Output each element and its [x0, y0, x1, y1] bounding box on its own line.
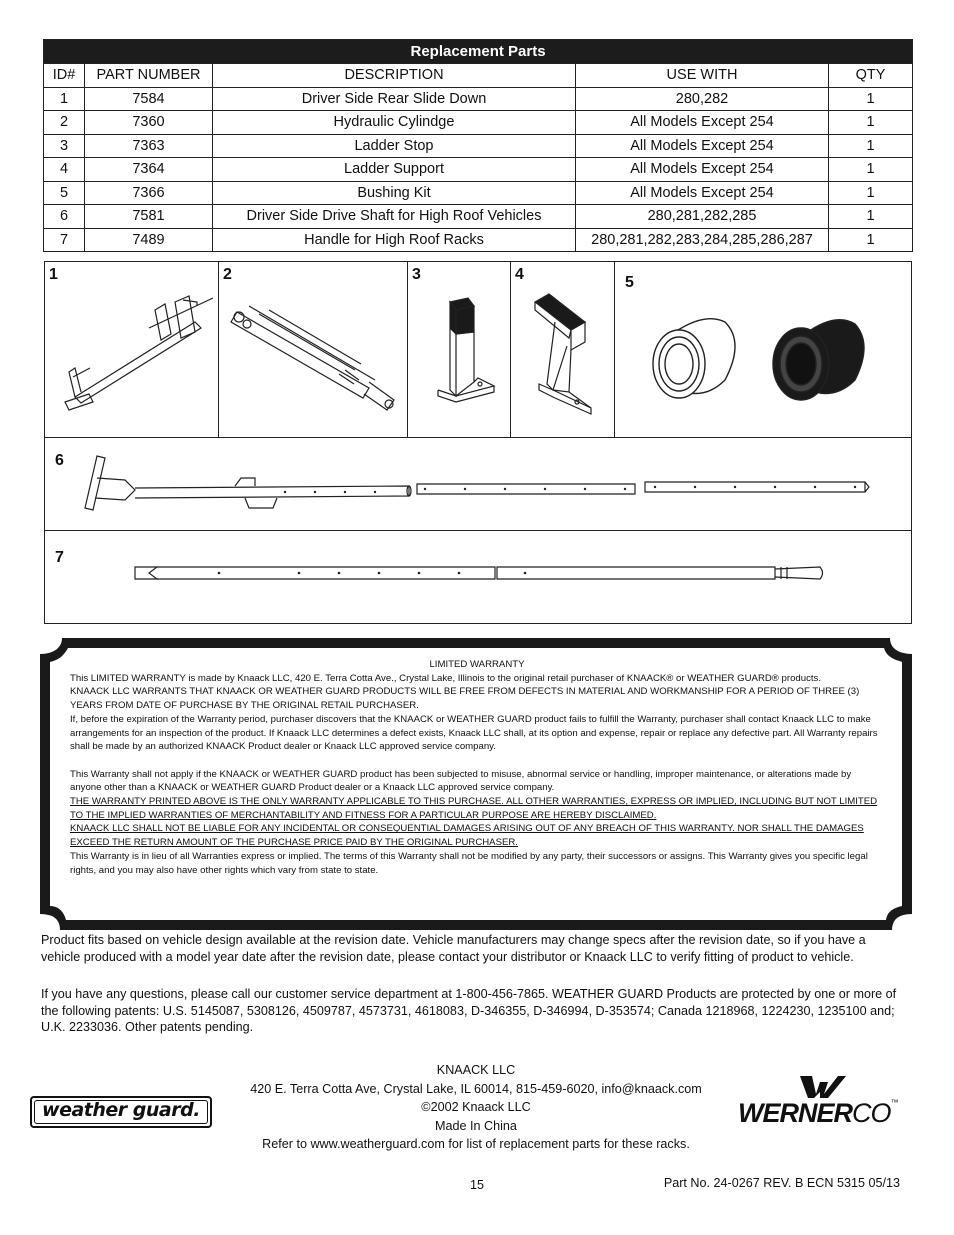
col-header-id: ID#: [44, 64, 85, 88]
cell-qty: 1: [829, 134, 913, 158]
table-row: [44, 158, 913, 182]
warranty-liability: KNAACK LLC SHALL NOT BE LIABLE FOR ANY INCIDENTAL OR CONSEQUENTIAL DAMAGES ARISING OUT OF ANY BREACH OF THIS WARRANTY. NOR SHALL THE DAMAGES EXCEED THE RETURN AMOUNT OF THE PURCHASE PRICE PAID BY THE ORIGINAL PURCHASER.: [70, 823, 864, 849]
panel-label-2: 2: [223, 266, 232, 283]
company-name: KNAACK LLC: [436, 1063, 516, 1077]
warranty-paragraph: This Warranty is in lieu of all Warranties express or implied. The terms of this Warranty shall not be modified by any party, their successors or assigns. This Warranty gives you specific legal rights, and you may also have other rights which vary from state to state.: [70, 850, 868, 876]
warranty-paragraph: This Warranty shall not apply if the KNAACK or WEATHER GUARD product has been subjected to misuse, abnormal service or handling, improper maintenance, or alterations made by anyone other than a KNAACK or WEATHER GUARD Product dealer or a Knaack LLC approved service company.: [70, 768, 852, 794]
cell-qty: 1: [829, 228, 913, 252]
cell-description: Ladder Support: [213, 158, 576, 182]
cell-qty: 1: [829, 111, 913, 135]
cell-part-number: 7584: [85, 87, 213, 111]
panel-label-4: 4: [515, 266, 524, 283]
cell-qty: 1: [829, 181, 913, 205]
weather-guard-logo: [30, 1096, 212, 1128]
page-number: 15: [469, 1178, 484, 1192]
col-header-qty: QTY: [829, 64, 913, 88]
company-info: [200, 1061, 752, 1154]
table-row: [44, 228, 913, 252]
cell-part-number: 7363: [85, 134, 213, 158]
cell-use-with: 280,281,282,285: [576, 205, 829, 229]
ladder-stop-drawing: [408, 262, 512, 439]
cell-part-number: 7489: [85, 228, 213, 252]
wernerco-italic: CO: [852, 1098, 891, 1128]
bushing-kit-drawing: [615, 262, 913, 439]
cell-qty: 1: [829, 87, 913, 111]
copyright: ©2002 Knaack LLC: [421, 1100, 531, 1114]
warranty-paragraph: KNAACK LLC WARRANTS THAT KNAACK OR WEATHER GUARD PRODUCTS WILL BE FREE FROM DEFECTS IN MATERIAL AND WORKMANSHIP FOR A PERIOD OF THREE (3) YEARS FROM DATE OF PURCHASE BY THE ORIGINAL RETAIL PURCHASER.: [70, 686, 860, 712]
table-title: Replacement Parts: [44, 40, 913, 64]
cell-use-with: 280,282: [576, 87, 829, 111]
illustration-panel-4: [510, 261, 615, 438]
cell-qty: 1: [829, 205, 913, 229]
cell-use-with: All Models Except 254: [576, 181, 829, 205]
cell-use-with: All Models Except 254: [576, 158, 829, 182]
panel-label-3: 3: [412, 266, 421, 283]
made-in: Made In China: [435, 1118, 517, 1133]
table-row: [44, 134, 913, 158]
wernerco-tm: ™: [890, 1098, 898, 1107]
panel-label-1: 1: [49, 266, 58, 283]
handle-drawing: [45, 531, 913, 625]
table-row: [44, 111, 913, 135]
warranty-heading: LIMITED WARRANTY: [429, 659, 525, 670]
cell-id: 4: [44, 158, 85, 182]
illustration-panel-6: [44, 437, 912, 531]
warranty-text: [70, 658, 884, 877]
weather-guard-logo-text: weather guard.: [42, 1099, 200, 1121]
ladder-support-drawing: [511, 262, 616, 439]
illustration-panel-1: [44, 261, 219, 438]
warranty-paragraph: If, before the expiration of the Warranty period, purchaser discovers that the KNAACK or WEATHER GUARD product fails to fulfill the Warranty, purchaser shall contact Knaack LLC to make arrangements for an inspection of the product. If Knaack LLC determines a defect exists, Knaack LLC shall, at its option and expense, repair or replace any defective part. All Warranty repairs shall be made by an authorized KNAACK Product dealer or Knaack LLC approved service company.: [70, 713, 878, 753]
cell-description: Ladder Stop: [213, 134, 576, 158]
cell-description: Hydraulic Cylindge: [213, 111, 576, 135]
cell-part-number: 7581: [85, 205, 213, 229]
cell-description: Handle for High Roof Racks: [213, 228, 576, 252]
wernerco-bold: WERNER: [738, 1098, 852, 1128]
illustration-panel-7: [44, 530, 912, 624]
cell-id: 3: [44, 134, 85, 158]
table-row: [44, 205, 913, 229]
illustration-panel-2: [218, 261, 408, 438]
cell-id: 1: [44, 87, 85, 111]
cell-description: Driver Side Drive Shaft for High Roof Vehicles: [213, 205, 576, 229]
cell-qty: 1: [829, 158, 913, 182]
questions-patents-note: If you have any questions, please call our customer service department at 1-800-456-7865. WEATHER GUARD Products are protected by one or more of the following patents: U.S. 5145087, 5308126, 4509787, 4573731, 4618083, D-346355, D-346994, D-353574; Canada 1218968, 1224230, 1235100 and; U.K. 2233036. Other patents pending.: [41, 987, 897, 1034]
panel-label-7: 7: [55, 549, 64, 566]
vehicle-fit-note: Product fits based on vehicle design available at the revision date. Vehicle manufacturers may change specs after the revision date, so if you have a vehicle produced with a model year date after the revision date, please contact your distributor or Knaack LLC to verify fitting of product to vehicle.: [41, 933, 866, 964]
replacement-parts-table: [43, 39, 913, 252]
table-row: [44, 181, 913, 205]
col-header-use-with: USE WITH: [576, 64, 829, 88]
company-address: 420 E. Terra Cotta Ave, Crystal Lake, IL 60014, 815-459-6020, info@knaack.com: [250, 1081, 702, 1096]
hydraulic-cylinder-drawing: [219, 262, 409, 439]
table-row: [44, 87, 913, 111]
cell-description: Driver Side Rear Slide Down: [213, 87, 576, 111]
warranty-disclaimer: THE WARRANTY PRINTED ABOVE IS THE ONLY WARRANTY APPLICABLE TO THIS PURCHASE. ALL OTHER WARRANTIES, EXPRESS OR IMPLIED, INCLUDING BUT NOT LIMITED TO THE IMPLIED WARRANTIES OF MERCHANTABILITY AND FITNESS FOR A PARTICULAR PURPOSE ARE HEREBY DISCLAIMED.: [70, 796, 878, 821]
illustration-panel-5: [614, 261, 912, 438]
rear-slide-down-drawing: [45, 262, 220, 439]
cell-id: 5: [44, 181, 85, 205]
panel-label-5: 5: [625, 274, 634, 291]
wernerco-mark-icon: [798, 1072, 858, 1100]
wernerco-logo: [736, 1072, 916, 1132]
cell-use-with: All Models Except 254: [576, 134, 829, 158]
cell-part-number: 7364: [85, 158, 213, 182]
panel-label-6: 6: [55, 452, 64, 469]
cell-id: 7: [44, 228, 85, 252]
illustration-panel-3: [407, 261, 511, 438]
drive-shaft-drawing: [45, 438, 913, 532]
cell-description: Bushing Kit: [213, 181, 576, 205]
cell-id: 2: [44, 111, 85, 135]
cell-part-number: 7360: [85, 111, 213, 135]
warranty-box: [40, 638, 912, 930]
wernerco-text: [738, 1098, 898, 1129]
cell-id: 6: [44, 205, 85, 229]
col-header-description: DESCRIPTION: [213, 64, 576, 88]
col-header-part-number: PART NUMBER: [85, 64, 213, 88]
part-number-revision: Part No. 24-0267 REV. B ECN 5315 05/13: [663, 1176, 900, 1190]
warranty-paragraph: This LIMITED WARRANTY is made by Knaack LLC, 420 E. Terra Cotta Ave., Crystal Lake, Illinois to the original retail purchaser of KNAACK® or WEATHER GUARD® products.: [70, 672, 821, 684]
refer-website: Refer to www.weatherguard.com for list of replacement parts for these racks.: [262, 1137, 690, 1151]
cell-use-with: 280,281,282,283,284,285,286,287: [576, 228, 829, 252]
cell-part-number: 7366: [85, 181, 213, 205]
cell-use-with: All Models Except 254: [576, 111, 829, 135]
table-header-row: [44, 64, 913, 88]
